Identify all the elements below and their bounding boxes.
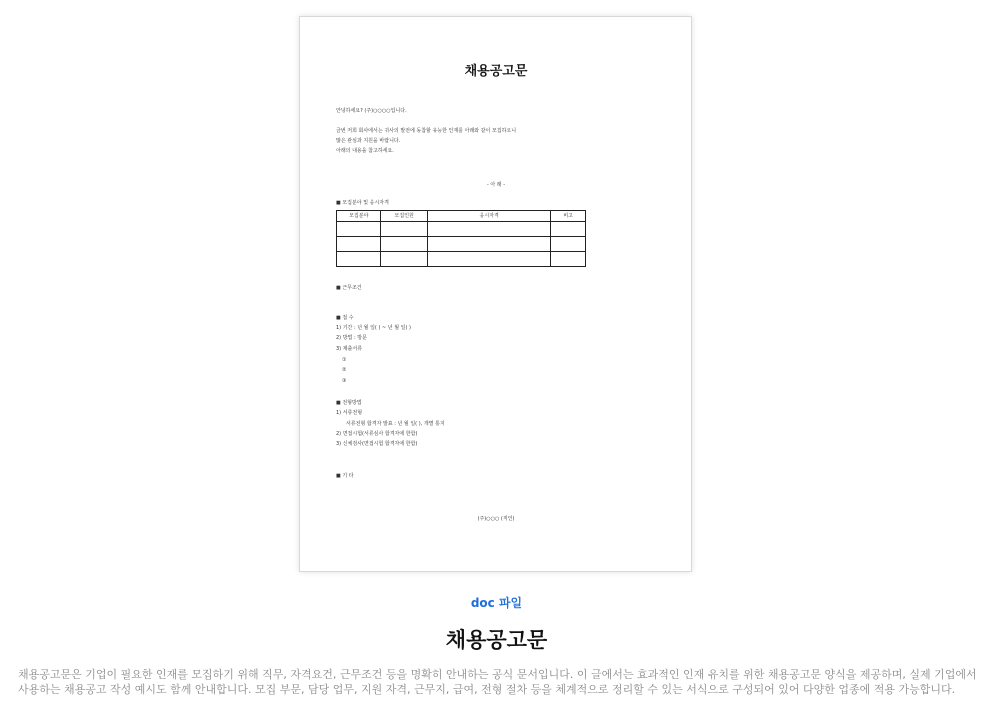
table-header-cell: 비고 — [551, 211, 586, 222]
step-line: 2) 면접시험(서류심사 합격자에 한함) — [336, 431, 418, 437]
section-heading: ■ 전형방법 — [336, 400, 362, 406]
page-title: 채용공고문 — [445, 628, 548, 652]
document-signature: (주)○○○ (직인) — [477, 516, 515, 522]
document-intro-line: 금번 저희 회사에서는 귀사의 발전에 동참할 유능한 인재를 아래와 같이 모집하오니 — [336, 128, 517, 134]
section-heading: ■ 접 수 — [336, 315, 354, 321]
table-header-cell: 응시자격 — [427, 211, 550, 222]
doc-item: ② — [342, 367, 347, 373]
file-type-label[interactable]: doc 파일 — [470, 596, 523, 610]
page-description: 채용공고문은 기업이 필요한 인재를 모집하기 위해 직무, 자격요건, 근무조건 등을 명확히 안내하는 공식 문서입니다. 이 글에서는 효과적인 인재 유치를 위한 채용공고문 양식을 제공하며, 실제 기업에서 사용하는 채용공고 작성 예시도 함께 안내합니다. 모집 부문, 담당 업무, 지원 자격, 근무지, 급여, 전형 절차 등을 체계적으로 정리할 수 있는 서식으로 구성되어 있어 다양한 업종에 적용 가능합니다. — [18, 668, 977, 696]
step-note: 서류전형 합격자 발표 : 년 월 일( ), 개별 통지 — [346, 421, 445, 427]
document-intro-line: 아래의 내용을 참고하세요. — [336, 148, 394, 154]
document-below-marker: - 아 래 - — [486, 182, 506, 188]
table-row — [337, 237, 586, 252]
table-header-cell: 모집분야 — [337, 211, 381, 222]
document-greeting: 안녕하세요? (주)○○○○입니다. — [336, 108, 407, 114]
doc-item: ① — [342, 357, 347, 363]
table-row — [337, 222, 586, 237]
section-heading: ■ 근무조건 — [336, 285, 362, 291]
table-header-row — [337, 211, 586, 222]
step-line: 3) 신체검사(면접시험 합격자에 한함) — [336, 441, 418, 447]
method-line: 2) 방법 : 방문 — [336, 335, 367, 341]
table-header-cell: 모집인원 — [381, 211, 427, 222]
document-preview[interactable] — [299, 16, 692, 572]
period-line: 1) 기간 : 년 월 일( ) ~ 년 월 일( ) — [336, 325, 411, 331]
documents-line: 3) 제출서류 — [336, 346, 363, 352]
step-line: 1) 서류전형 — [336, 410, 363, 416]
document-intro-line: 많은 관심과 지원을 바랍니다. — [336, 138, 401, 144]
table-row — [337, 252, 586, 267]
section-heading: ■ 기 타 — [336, 473, 354, 479]
document-title: 채용공고문 — [464, 64, 528, 79]
document-page — [336, 17, 656, 571]
section-heading: ■ 모집분야 및 응시자격 — [336, 200, 389, 206]
recruitment-table — [336, 210, 586, 267]
doc-item: ③ — [342, 378, 347, 384]
